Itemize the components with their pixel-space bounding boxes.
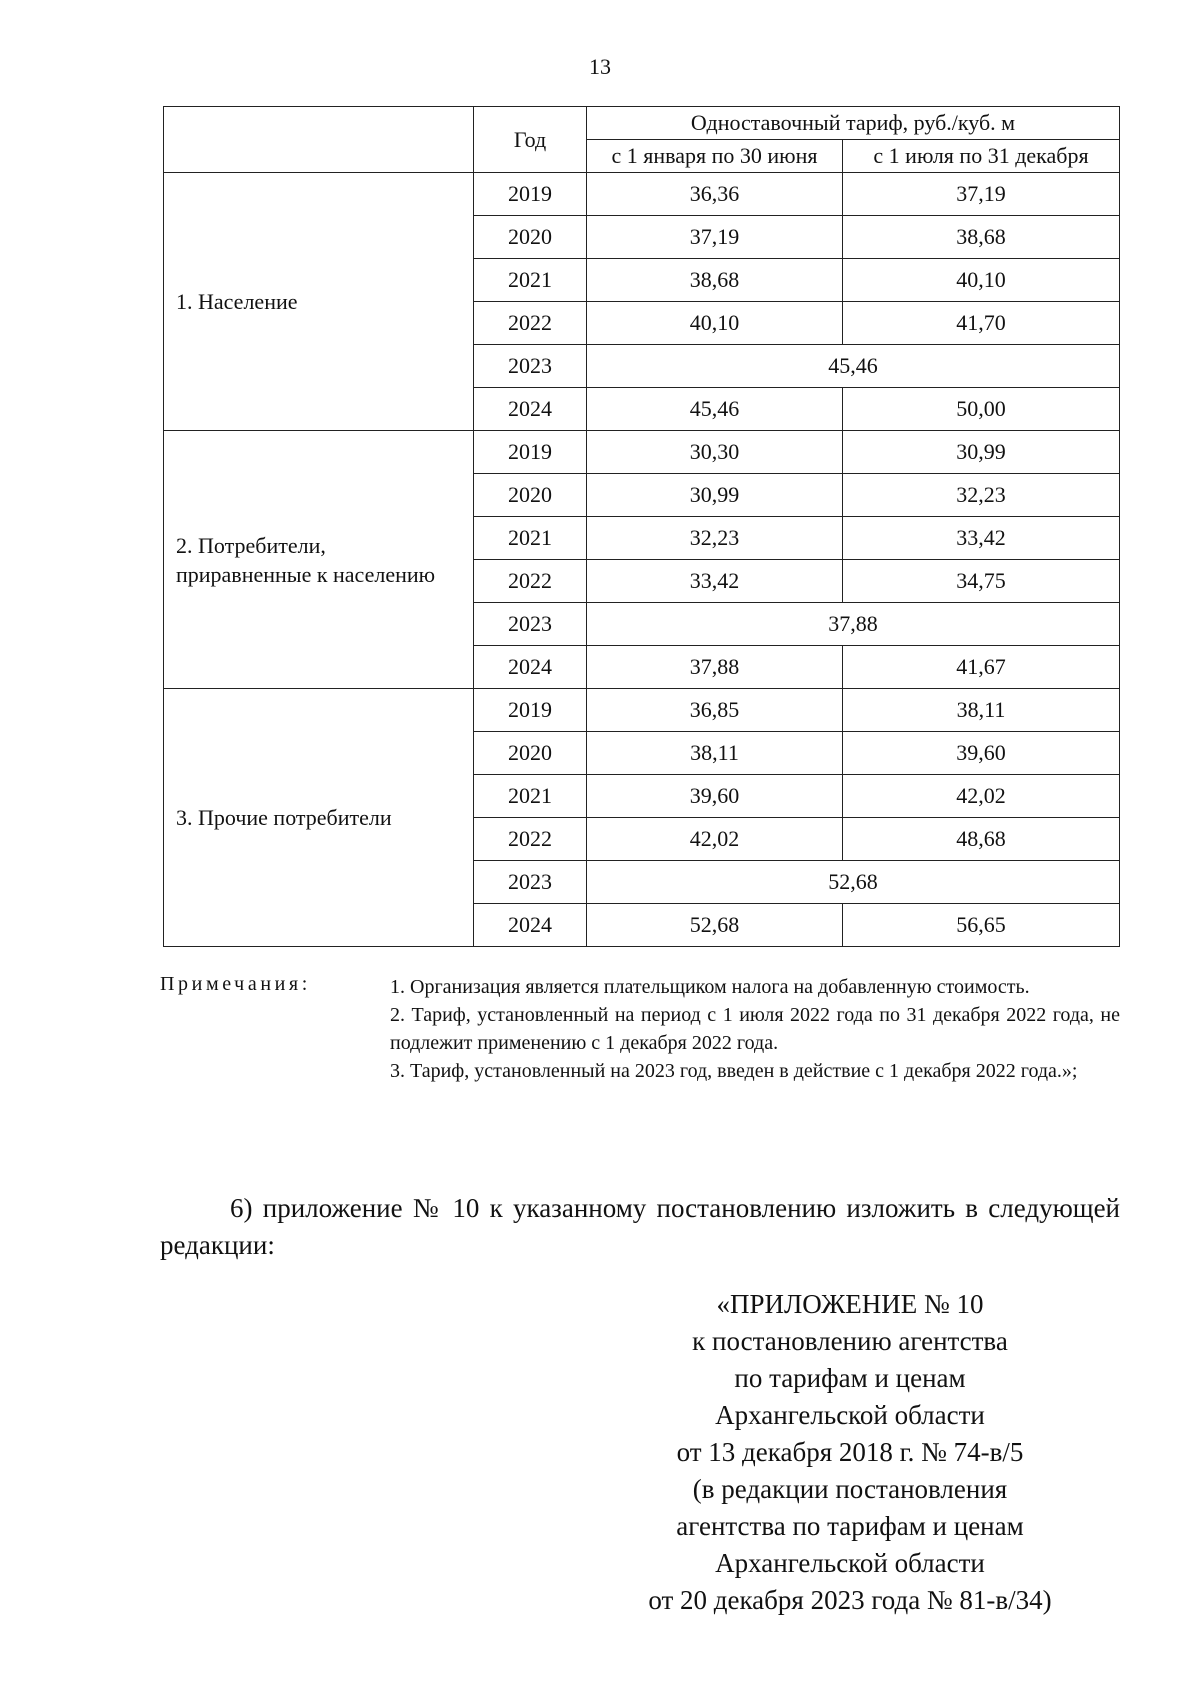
notes-list	[390, 973, 1120, 1085]
tariff-cell-second-half: 38,11	[843, 689, 1120, 732]
notes-label: Примечания:	[160, 973, 311, 995]
year-cell: 2020	[474, 732, 587, 775]
year-cell: 2023	[474, 603, 587, 646]
year-cell: 2024	[474, 904, 587, 947]
consumer-group-label: приравненные к населению	[176, 561, 436, 587]
tariff-cell-second-half: 50,00	[843, 388, 1120, 431]
tariff-cell-first-half: 40,10	[587, 302, 843, 345]
amendment-paragraph: 6) приложение № 10 к указанному постановлению изложить в следующей редакции:	[160, 1193, 1120, 1260]
year-cell: 2021	[474, 259, 587, 302]
tariff-cell-first-half: 52,68	[587, 904, 843, 947]
tariff-cell-second-half: 39,60	[843, 732, 1120, 775]
year-cell: 2021	[474, 775, 587, 818]
tariff-cell-first-half: 38,11	[587, 732, 843, 775]
year-cell: 2024	[474, 646, 587, 689]
tariff-cell-second-half: 48,68	[843, 818, 1120, 861]
appendix-line: Архангельской области	[715, 1400, 985, 1430]
tariff-cell-second-half: 30,99	[843, 431, 1120, 474]
tariff-cell-second-half: 42,02	[843, 775, 1120, 818]
tariff-cell-year: 37,88	[587, 603, 1120, 646]
tariff-cell-first-half: 45,46	[587, 388, 843, 431]
header-period-2: с 1 июля по 31 декабря	[843, 140, 1120, 173]
tariff-cell-first-half: 42,02	[587, 818, 843, 861]
year-cell: 2021	[474, 517, 587, 560]
tariff-cell-first-half: 33,42	[587, 560, 843, 603]
note-item: 1. Организация является плательщиком налога на добавленную стоимость.	[390, 976, 1030, 998]
consumer-group-label: 1. Население	[176, 289, 298, 314]
appendix-line: от 13 декабря 2018 г. № 74-в/5	[676, 1437, 1024, 1467]
year-cell: 2022	[474, 818, 587, 861]
consumer-group-label: 2. Потребители,	[176, 532, 326, 558]
appendix-heading	[640, 1286, 1060, 1619]
header-year: Год	[474, 107, 587, 173]
year-cell: 2019	[474, 689, 587, 732]
table-row	[164, 173, 1120, 216]
year-cell: 2019	[474, 173, 587, 216]
tariff-cell-second-half: 40,10	[843, 259, 1120, 302]
tariff-cell-second-half: 34,75	[843, 560, 1120, 603]
consumer-group-cell	[164, 173, 474, 431]
appendix-line: агентства по тарифам и ценам	[676, 1511, 1024, 1541]
year-cell: 2023	[474, 345, 587, 388]
year-cell: 2019	[474, 431, 587, 474]
tariff-cell-second-half: 41,67	[843, 646, 1120, 689]
year-cell: 2023	[474, 861, 587, 904]
tariff-cell-second-half: 32,23	[843, 474, 1120, 517]
header-empty-cell	[164, 107, 474, 173]
tariff-cell-year: 45,46	[587, 345, 1120, 388]
tariff-cell-second-half: 38,68	[843, 216, 1120, 259]
appendix-line: по тарифам и ценам	[734, 1363, 966, 1393]
tariff-cell-first-half: 37,19	[587, 216, 843, 259]
tariff-cell-first-half: 37,88	[587, 646, 843, 689]
page-number: 13	[589, 54, 611, 79]
appendix-line: от 20 декабря 2023 года № 81-в/34)	[648, 1585, 1052, 1615]
year-cell: 2020	[474, 216, 587, 259]
consumer-group-cell	[164, 689, 474, 947]
tariff-cell-first-half: 30,99	[587, 474, 843, 517]
year-cell: 2022	[474, 560, 587, 603]
tariff-cell-first-half: 38,68	[587, 259, 843, 302]
tariff-cell-first-half: 32,23	[587, 517, 843, 560]
note-item: 2. Тариф, установленный на период с 1 июля 2022 года по 31 декабря 2022 года, не подлежит применению с 1 декабря 2022 года.	[390, 1004, 1120, 1054]
tariff-cell-second-half: 33,42	[843, 517, 1120, 560]
header-period-1: с 1 января по 30 июня	[587, 140, 843, 173]
appendix-line: к постановлению агентства	[692, 1326, 1008, 1356]
year-cell: 2020	[474, 474, 587, 517]
appendix-line: «ПРИЛОЖЕНИЕ № 10	[716, 1289, 984, 1319]
consumer-group-cell	[164, 431, 474, 689]
tariff-cell-first-half: 36,36	[587, 173, 843, 216]
table-row	[164, 689, 1120, 732]
tariff-table	[163, 106, 1120, 947]
table-body	[164, 173, 1120, 947]
appendix-line: (в редакции постановления	[692, 1474, 1008, 1504]
year-cell: 2024	[474, 388, 587, 431]
header-tariff: Одноставочный тариф, руб./куб. м	[587, 107, 1120, 140]
table-row	[164, 431, 1120, 474]
year-cell: 2022	[474, 302, 587, 345]
consumer-group-label: 3. Прочие потребители	[176, 805, 392, 830]
tariff-cell-first-half: 30,30	[587, 431, 843, 474]
appendix-line: Архангельской области	[715, 1548, 985, 1578]
tariff-cell-year: 52,68	[587, 861, 1120, 904]
note-item: 3. Тариф, установленный на 2023 год, введен в действие с 1 декабря 2022 года.»;	[390, 1060, 1078, 1082]
tariff-cell-second-half: 37,19	[843, 173, 1120, 216]
tariff-cell-first-half: 36,85	[587, 689, 843, 732]
tariff-cell-second-half: 56,65	[843, 904, 1120, 947]
tariff-cell-second-half: 41,70	[843, 302, 1120, 345]
tariff-cell-first-half: 39,60	[587, 775, 843, 818]
